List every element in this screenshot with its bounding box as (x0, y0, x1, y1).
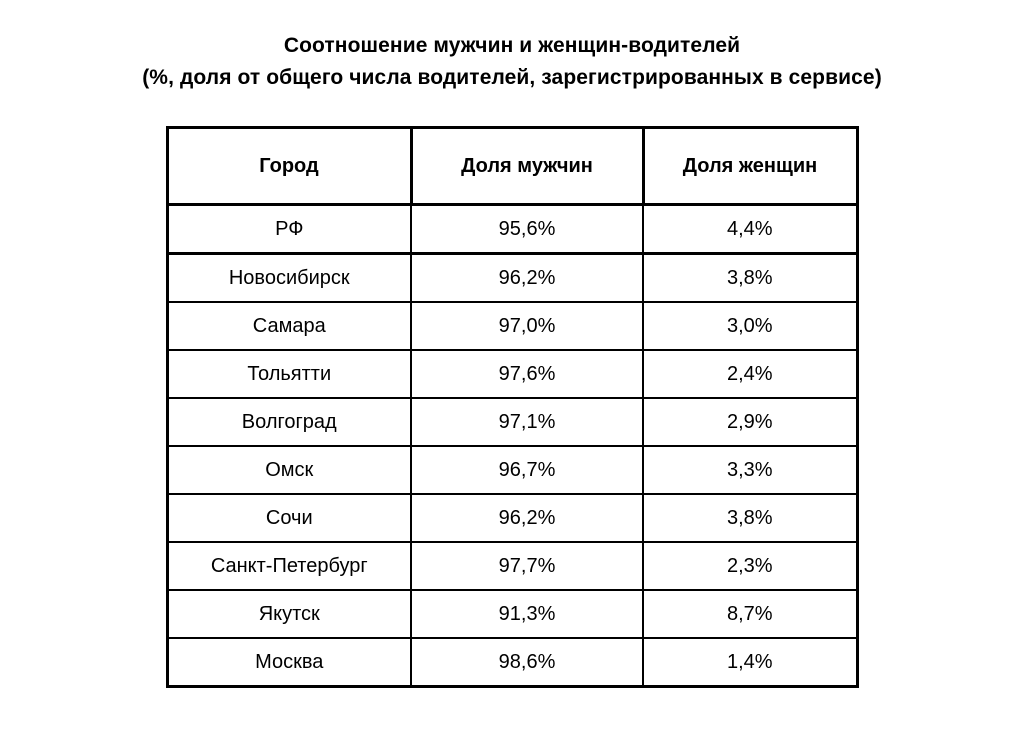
chart-title-line-2: (%, доля от общего числа водителей, зарегистрированных в сервисе) (142, 66, 882, 89)
table-row (167, 398, 857, 446)
table-row (167, 205, 857, 254)
cell-city: Москва (167, 638, 411, 687)
cell-women-share: 2,4% (643, 350, 857, 398)
cell-women-share: 2,3% (643, 542, 857, 590)
cell-men-share: 98,6% (411, 638, 643, 687)
cell-city: Самара (167, 302, 411, 350)
cell-women-share: 3,8% (643, 254, 857, 303)
cell-city: Омск (167, 446, 411, 494)
table-row (167, 590, 857, 638)
cell-men-share: 97,7% (411, 542, 643, 590)
cell-women-share: 3,3% (643, 446, 857, 494)
cell-men-share: 96,2% (411, 254, 643, 303)
cell-city: Санкт-Петербург (167, 542, 411, 590)
cell-men-share: 97,1% (411, 398, 643, 446)
cell-city: Сочи (167, 494, 411, 542)
cell-women-share: 8,7% (643, 590, 857, 638)
cell-men-share: 91,3% (411, 590, 643, 638)
table-row (167, 302, 857, 350)
cell-men-share: 97,6% (411, 350, 643, 398)
cell-women-share: 3,8% (643, 494, 857, 542)
table-container (0, 126, 1024, 688)
cell-women-share: 3,0% (643, 302, 857, 350)
cell-men-share: 95,6% (411, 205, 643, 254)
table-row (167, 542, 857, 590)
cell-city: РФ (167, 205, 411, 254)
cell-city: Новосибирск (167, 254, 411, 303)
table-row (167, 446, 857, 494)
gender-share-table (166, 126, 859, 688)
table-row (167, 350, 857, 398)
table-row (167, 254, 857, 303)
cell-city: Тольятти (167, 350, 411, 398)
cell-men-share: 97,0% (411, 302, 643, 350)
column-header-men-share: Доля мужчин (411, 128, 643, 205)
table-header (167, 128, 857, 205)
table-row (167, 638, 857, 687)
cell-city: Волгоград (167, 398, 411, 446)
table-row (167, 494, 857, 542)
table-header-row (167, 128, 857, 205)
chart-title (0, 0, 1024, 94)
cell-men-share: 96,2% (411, 494, 643, 542)
cell-men-share: 96,7% (411, 446, 643, 494)
cell-city: Якутск (167, 590, 411, 638)
column-header-women-share: Доля женщин (643, 128, 857, 205)
cell-women-share: 2,9% (643, 398, 857, 446)
cell-women-share: 4,4% (643, 205, 857, 254)
cell-women-share: 1,4% (643, 638, 857, 687)
column-header-city: Город (167, 128, 411, 205)
chart-title-line-1: Соотношение мужчин и женщин-водителей (283, 34, 741, 57)
table-body (167, 205, 857, 687)
